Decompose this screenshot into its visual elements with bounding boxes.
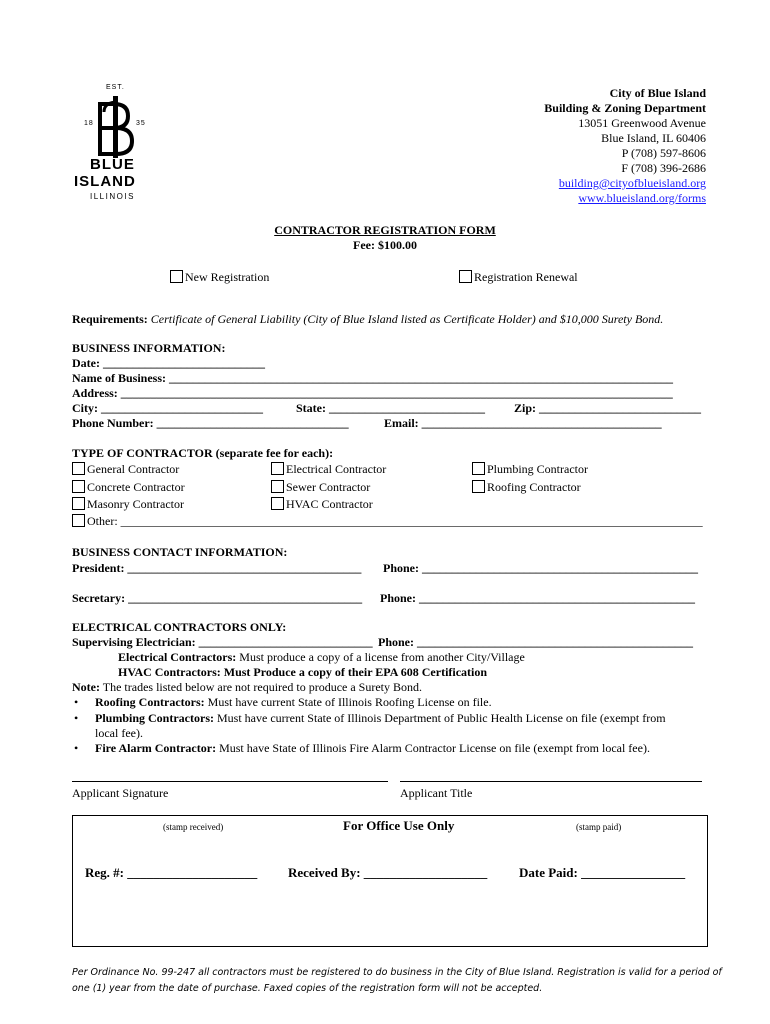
address-block (544, 86, 706, 206)
fire-alarm-requirement-text: Must have State of Illinois Fire Alarm Contractor License on file (exempt from local fee). (216, 741, 650, 755)
applicant-signature-line[interactable] (72, 781, 388, 782)
plumbing-contractor-label: Plumbing Contractor (487, 462, 588, 476)
masonry-contractor-label: Masonry Contractor (87, 497, 184, 511)
business-name-field[interactable]: Name of Business: ____________________________________________________________________________________ (72, 371, 674, 385)
new-registration-label: New Registration (185, 270, 270, 284)
address-fax: F (708) 396-2686 (621, 161, 706, 175)
note-text: The trades listed below are not required to produce a Surety Bond. (99, 680, 423, 694)
renewal-label: Registration Renewal (474, 270, 578, 284)
state-field[interactable]: State: __________________________ (296, 401, 485, 415)
address-phone: P (708) 597-8606 (621, 146, 706, 160)
bullet-plumbing: • (74, 711, 79, 725)
electrical-contractor-option[interactable] (271, 462, 386, 477)
email-field[interactable]: Email: ________________________________________ (384, 416, 662, 430)
address-dept: Building & Zoning Department (544, 101, 706, 115)
city-field[interactable]: City: ___________________________ (72, 401, 263, 415)
plumbing-requirement-text: Must have current State of Illinois Department of Public Health License on file (exempt from (214, 711, 666, 725)
other-contractor-checkbox[interactable] (72, 514, 85, 527)
date-paid-field[interactable]: Date Paid: ________________ (519, 865, 686, 880)
plumbing-contractor-option[interactable] (472, 462, 588, 477)
requirements-label: Requirements: (72, 312, 148, 326)
logo-name-line2: ISLAND (74, 173, 136, 190)
general-contractor-label: General Contractor (87, 462, 180, 476)
reg-number-field[interactable]: Reg. #: ____________________ (85, 865, 258, 880)
concrete-contractor-option[interactable] (72, 480, 185, 495)
date-field[interactable]: Date: ___________________________ (72, 356, 265, 370)
roofing-requirement-text: Must have current State of Illinois Roofing License on file. (204, 695, 492, 709)
plumbing-requirement-label: Plumbing Contractors: (95, 711, 214, 725)
logo-name-line1: BLUE (90, 156, 135, 173)
stamp-paid: (stamp paid) (576, 822, 622, 832)
business-info-heading: BUSINESS INFORMATION: (72, 341, 226, 355)
supervising-electrician-field[interactable]: Supervising Electrician: _____________________________ (72, 635, 373, 649)
received-by-field[interactable]: Received By: ___________________ (288, 865, 488, 880)
roofing-contractor-checkbox[interactable] (472, 480, 485, 493)
requirements-text: Certificate of General Liability (City of Blue Island listed as Certificate Holder) and $10,000 Surety Bond. (147, 312, 664, 326)
electrical-requirement-label: Electrical Contractors: (118, 650, 237, 664)
masonry-contractor-option[interactable] (72, 497, 184, 512)
logo-est: EST. (106, 84, 125, 91)
surety-note (72, 680, 422, 695)
address-org: City of Blue Island (609, 86, 706, 100)
form-fee: Fee: $100.00 (353, 238, 417, 252)
new-registration-checkbox[interactable] (170, 270, 183, 283)
applicant-title-label: Applicant Title (400, 786, 473, 800)
other-contractor-label: Other: _________________________________________________________________________________________________ (87, 514, 703, 528)
hvac-contractor-label: HVAC Contractor (286, 497, 373, 511)
fire-alarm-requirement-label: Fire Alarm Contractor: (95, 741, 217, 755)
other-contractor-option[interactable] (72, 514, 703, 529)
plumbing-contractor-checkbox[interactable] (472, 462, 485, 475)
electrical-contractor-checkbox[interactable] (271, 462, 284, 475)
electrical-heading: ELECTRICAL CONTRACTORS ONLY: (72, 620, 287, 634)
logo-state: ILLINOIS (90, 192, 135, 201)
electrical-requirement-text: Must produce a copy of a license from another City/Village (236, 650, 525, 664)
logo-year-left: 18 (84, 120, 94, 127)
zip-field[interactable]: Zip: ___________________________ (514, 401, 702, 415)
plumbing-requirement-cont: local fee). (95, 726, 143, 740)
contact-heading: BUSINESS CONTACT INFORMATION: (72, 545, 288, 559)
roofing-contractor-label: Roofing Contractor (487, 480, 581, 494)
city-logo (70, 84, 162, 206)
roofing-requirement (95, 695, 492, 710)
concrete-contractor-label: Concrete Contractor (87, 480, 185, 494)
concrete-contractor-checkbox[interactable] (72, 480, 85, 493)
website-link[interactable]: www.blueisland.org/forms (578, 191, 706, 205)
plumbing-requirement (95, 711, 666, 726)
electrical-contractor-label: Electrical Contractor (286, 462, 387, 476)
address-field[interactable]: Address: ____________________________________________________________________________________________ (72, 386, 673, 400)
electrical-requirement (118, 650, 525, 665)
address-city: Blue Island, IL 60406 (601, 131, 706, 145)
email-link[interactable]: building@cityofblueisland.org (558, 176, 706, 190)
phone-number-field[interactable]: Phone Number: ________________________________ (72, 416, 349, 430)
supervising-phone-field[interactable]: Phone: ______________________________________________ (378, 635, 693, 649)
general-contractor-checkbox[interactable] (72, 462, 85, 475)
sewer-contractor-option[interactable] (271, 480, 370, 495)
footer-line-2: one (1) year from the date of purchase. Faxed copies of the registration form will not be accepted. (72, 983, 543, 994)
logo-monogram-icon (70, 94, 162, 164)
sewer-contractor-checkbox[interactable] (271, 480, 284, 493)
applicant-signature-label: Applicant Signature (72, 786, 169, 800)
note-label: Note: (72, 680, 100, 694)
sewer-contractor-label: Sewer Contractor (286, 480, 371, 494)
office-use-title: For Office Use Only (343, 818, 455, 833)
renewal-option[interactable] (459, 270, 578, 285)
footer-line-1: Per Ordinance No. 99-247 all contractors must be registered to do business in the City of Blue Island. Registration is valid for a period of (72, 967, 722, 978)
masonry-contractor-checkbox[interactable] (72, 497, 85, 510)
president-phone-field[interactable]: Phone: ______________________________________________ (383, 561, 698, 575)
roofing-contractor-option[interactable] (472, 480, 581, 495)
president-field[interactable]: President: _______________________________________ (72, 561, 362, 575)
bullet-roofing: • (74, 695, 79, 709)
requirements (72, 312, 663, 327)
logo-year-right: 35 (136, 120, 146, 127)
secretary-phone-field[interactable]: Phone: ______________________________________________ (380, 591, 695, 605)
secretary-field[interactable]: Secretary: _______________________________________ (72, 591, 363, 605)
roofing-requirement-label: Roofing Contractors: (95, 695, 205, 709)
form-title: CONTRACTOR REGISTRATION FORM (274, 223, 496, 237)
address-street: 13051 Greenwood Avenue (578, 116, 706, 130)
contractor-type-heading: TYPE OF CONTRACTOR (separate fee for each): (72, 446, 334, 460)
hvac-requirement: HVAC Contractors: Must Produce a copy of their EPA 608 Certification (118, 665, 488, 679)
hvac-contractor-checkbox[interactable] (271, 497, 284, 510)
office-use-box (72, 815, 708, 947)
general-contractor-option[interactable] (72, 462, 179, 477)
stamp-received: (stamp received) (163, 822, 224, 832)
hvac-contractor-option[interactable] (271, 497, 373, 512)
bullet-fire: • (74, 741, 79, 755)
applicant-title-line[interactable] (400, 781, 702, 782)
fire-alarm-requirement (95, 741, 650, 756)
new-registration-option[interactable] (170, 270, 269, 285)
renewal-checkbox[interactable] (459, 270, 472, 283)
